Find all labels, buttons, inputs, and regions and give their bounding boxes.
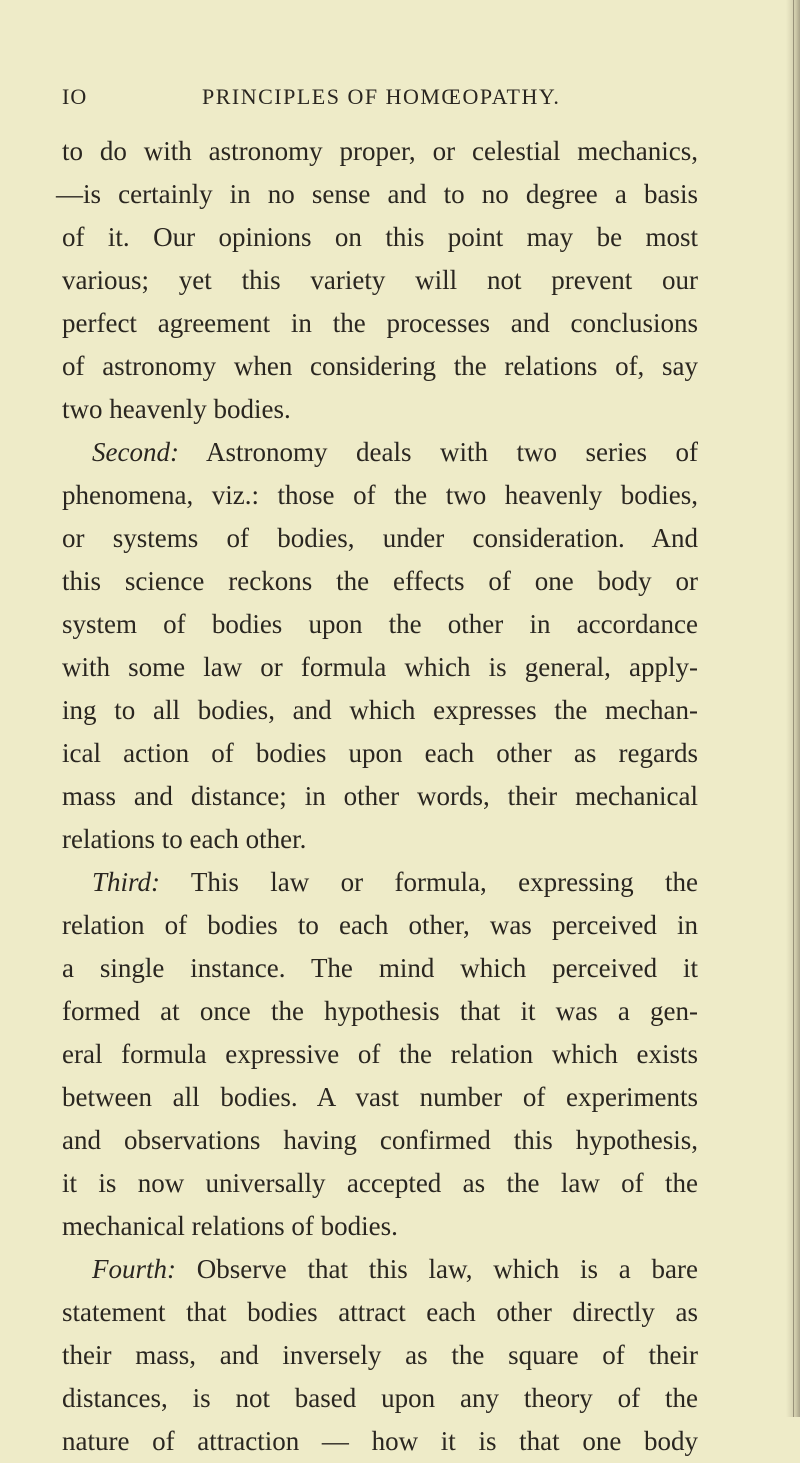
text-line: their mass, and inversely as the square of their [62, 1340, 698, 1370]
body-text [56, 130, 699, 1463]
paragraph-first-line [62, 1248, 698, 1291]
text-line: relation of bodies to each other, was perceived in [62, 910, 698, 940]
text-line: distances, is not based upon any theory of the [62, 1383, 698, 1413]
text-line: Astronomy deals with two series of [206, 437, 698, 467]
text-line: of it. Our opinions on this point may be most [62, 222, 698, 252]
text-line: statement that bodies attract each other directly as [62, 1297, 698, 1327]
text-line: two heavenly bodies. [62, 394, 291, 424]
text-line: Observe that this law, which is a bare [196, 1254, 698, 1284]
text-line: —is certainly in no sense and to no degree a basis [56, 179, 698, 209]
text-line: perfect agreement in the processes and conclusions [62, 308, 698, 338]
text-line: and observations having confirmed this hypothesis, [62, 1125, 698, 1155]
text-line: mechanical relations of bodies. [62, 1211, 398, 1241]
text-line: phenomena, viz.: those of the two heavenly bodies, [62, 480, 698, 510]
text-line: of astronomy when considering the relations of, say [62, 351, 698, 381]
page-number: IO [62, 84, 88, 109]
page-edge-line [793, 0, 794, 1417]
text-line: with some law or formula which is general, apply- [62, 652, 698, 682]
running-title: PRINCIPLES OF HOMŒOPATHY. [202, 84, 561, 109]
paragraph-first-line [62, 861, 698, 904]
text-line: to do with astronomy proper, or celestial mechanics, [62, 136, 698, 166]
paragraph-first-line [62, 431, 698, 474]
text-line: system of bodies upon the other in accordance [62, 609, 698, 639]
text-line: ical action of bodies upon each other as regards [62, 738, 698, 768]
text-line: or systems of bodies, under consideration. And [62, 523, 698, 553]
text-line: This law or formula, expressing the [190, 867, 699, 897]
text-line: eral formula expressive of the relation which exists [62, 1039, 698, 1069]
text-line: it is now universally accepted as the law of the [62, 1168, 698, 1198]
text-line: relations to each other. [62, 824, 307, 854]
text-line: a single instance. The mind which perceived it [62, 953, 698, 983]
paragraph-lead-second: Second: [92, 437, 179, 467]
text-line: this science reckons the effects of one body or [62, 566, 698, 596]
text-line: formed at once the hypothesis that it was a gen- [62, 996, 698, 1026]
text-line: mass and distance; in other words, their mechanical [62, 781, 698, 811]
text-line: various; yet this variety will not prevent our [62, 265, 698, 295]
text-line: ing to all bodies, and which expresses the mechan- [62, 695, 698, 725]
paragraph-lead-fourth: Fourth: [92, 1254, 176, 1284]
running-head [62, 84, 698, 114]
text-line: between all bodies. A vast number of experiments [62, 1082, 698, 1112]
text-line: nature of attraction — how it is that one body [62, 1426, 698, 1456]
paragraph-lead-third: Third: [92, 867, 161, 897]
